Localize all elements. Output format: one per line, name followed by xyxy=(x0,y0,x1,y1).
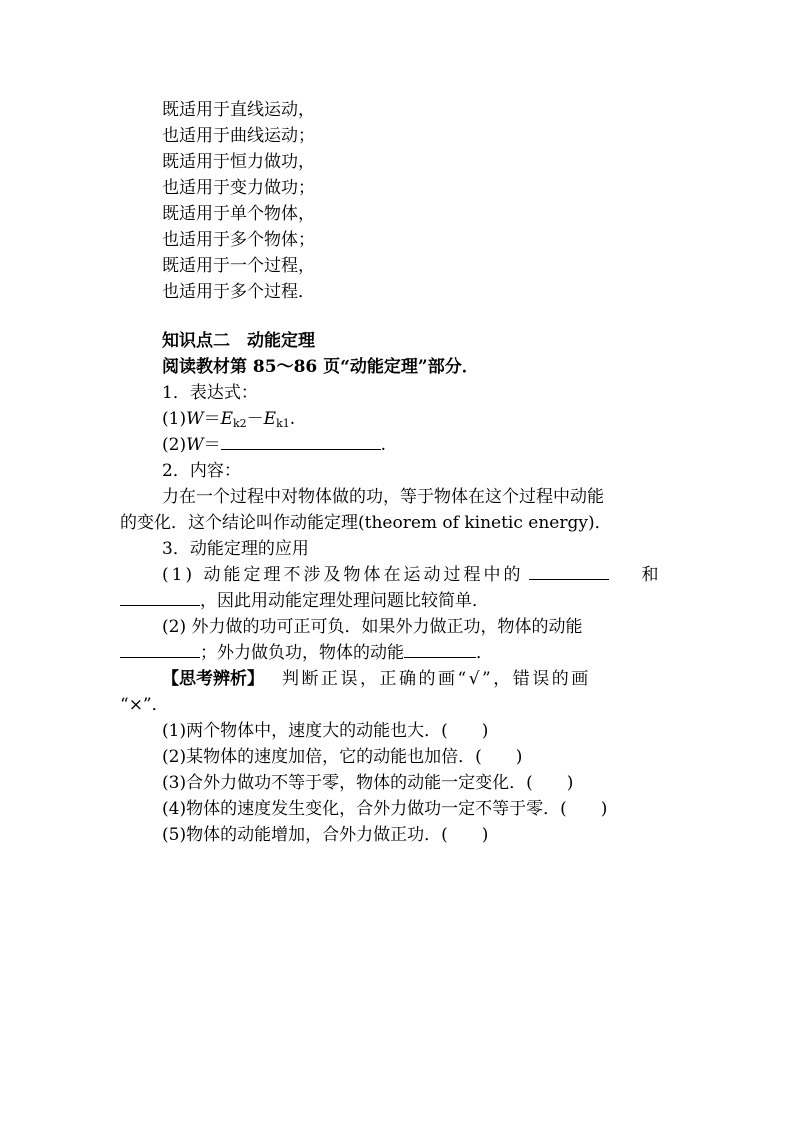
judge-item xyxy=(162,771,573,795)
judge-item xyxy=(162,745,522,769)
application-2-line2 xyxy=(120,641,493,665)
expr1-prefix: (1) xyxy=(162,409,187,429)
expr2-eq: ＝ xyxy=(203,435,221,455)
reading-instruction: 阅读教材第 85～86 页“动能定理”部分． xyxy=(162,357,479,377)
expr2-end: . xyxy=(380,435,386,455)
judge-paren[interactable]: ( ) xyxy=(441,825,489,845)
app2-end: ． xyxy=(476,643,493,663)
think-line xyxy=(162,667,591,691)
judge-text: (2)某物体的速度加倍，它的动能也加倍． xyxy=(162,747,476,767)
scope-line: 也适用于变力做功； xyxy=(162,178,315,198)
scope-line: 既适用于恒力做功， xyxy=(162,152,315,172)
judge-item xyxy=(162,797,607,821)
app2-mid: ；外力做负功，物体的动能 xyxy=(200,643,404,663)
application-2-line1: (2) 外力做的功可正可负．如果外力做正功，物体的动能 xyxy=(162,617,583,637)
expr1-eq: ＝ xyxy=(203,409,221,429)
item-3-title: 3．动能定理的应用 xyxy=(162,539,309,559)
think-label: 【思考辨析】 xyxy=(162,669,264,689)
app1-and: 和 xyxy=(641,565,659,585)
content-line: 的变化．这个结论叫作动能定理(theorem of kinetic energy)． xyxy=(120,513,612,533)
expr2-prefix: (2) xyxy=(162,435,187,455)
expr1-end: . xyxy=(289,409,296,429)
scope-line: 既适用于直线运动， xyxy=(162,100,315,120)
app2-blank-2[interactable] xyxy=(404,641,476,658)
app1-blank-1[interactable] xyxy=(529,563,609,580)
judge-text: (1)两个物体中，速度大的动能也大． xyxy=(162,721,442,741)
application-1-line2 xyxy=(120,589,489,613)
expr2-blank[interactable] xyxy=(221,433,381,450)
scope-line: 也适用于多个物体； xyxy=(162,230,315,250)
judge-text: (4)物体的速度发生变化，合外力做功一定不等于零． xyxy=(162,799,561,819)
judge-item xyxy=(162,823,488,847)
scope-line: 既适用于一个过程， xyxy=(162,256,315,276)
app1-text: (1) 动能定理不涉及物体在运动过程中的 xyxy=(162,565,524,585)
scope-line: 也适用于曲线运动； xyxy=(162,126,315,146)
scope-line: 也适用于多个过程． xyxy=(162,282,315,302)
judge-paren[interactable]: ( ) xyxy=(526,773,574,793)
judge-text: (3)合外力做功不等于零，物体的动能一定变化． xyxy=(162,773,527,793)
think-instruction-cont: “×”． xyxy=(120,695,169,715)
expr1-e1: E xyxy=(220,409,233,429)
content-line: 力在一个过程中对物体做的功，等于物体在这个过程中动能 xyxy=(162,487,604,507)
expression-2 xyxy=(162,433,386,457)
expr1-sub-k2: k2 xyxy=(233,417,247,430)
expr1-sub-k1: k1 xyxy=(276,417,290,430)
judge-item xyxy=(162,719,488,743)
app2-blank-1[interactable] xyxy=(120,641,200,658)
application-1-line1 xyxy=(162,563,658,587)
item-1-title: 1．表达式： xyxy=(162,383,258,403)
item-2-title: 2．内容： xyxy=(162,461,241,481)
think-instruction: 判断正误，正确的画“√”，错误的画 xyxy=(282,669,591,689)
expression-1 xyxy=(162,407,295,436)
scope-line: 既适用于单个物体， xyxy=(162,204,315,224)
judge-paren[interactable]: ( ) xyxy=(441,721,489,741)
expr1-e2: E xyxy=(263,409,277,429)
judge-text: (5)物体的动能增加，合外力做正功． xyxy=(162,825,442,845)
expr2-w: W xyxy=(186,435,204,455)
expr1-minus: － xyxy=(246,409,264,429)
section-heading: 知识点二 动能定理 xyxy=(162,331,315,351)
judge-paren[interactable]: ( ) xyxy=(560,799,608,819)
app1-tail: ，因此用动能定理处理问题比较简单． xyxy=(200,591,489,611)
app1-blank-2[interactable] xyxy=(120,589,200,606)
expr1-w: W xyxy=(186,409,204,429)
judge-paren[interactable]: ( ) xyxy=(475,747,523,767)
